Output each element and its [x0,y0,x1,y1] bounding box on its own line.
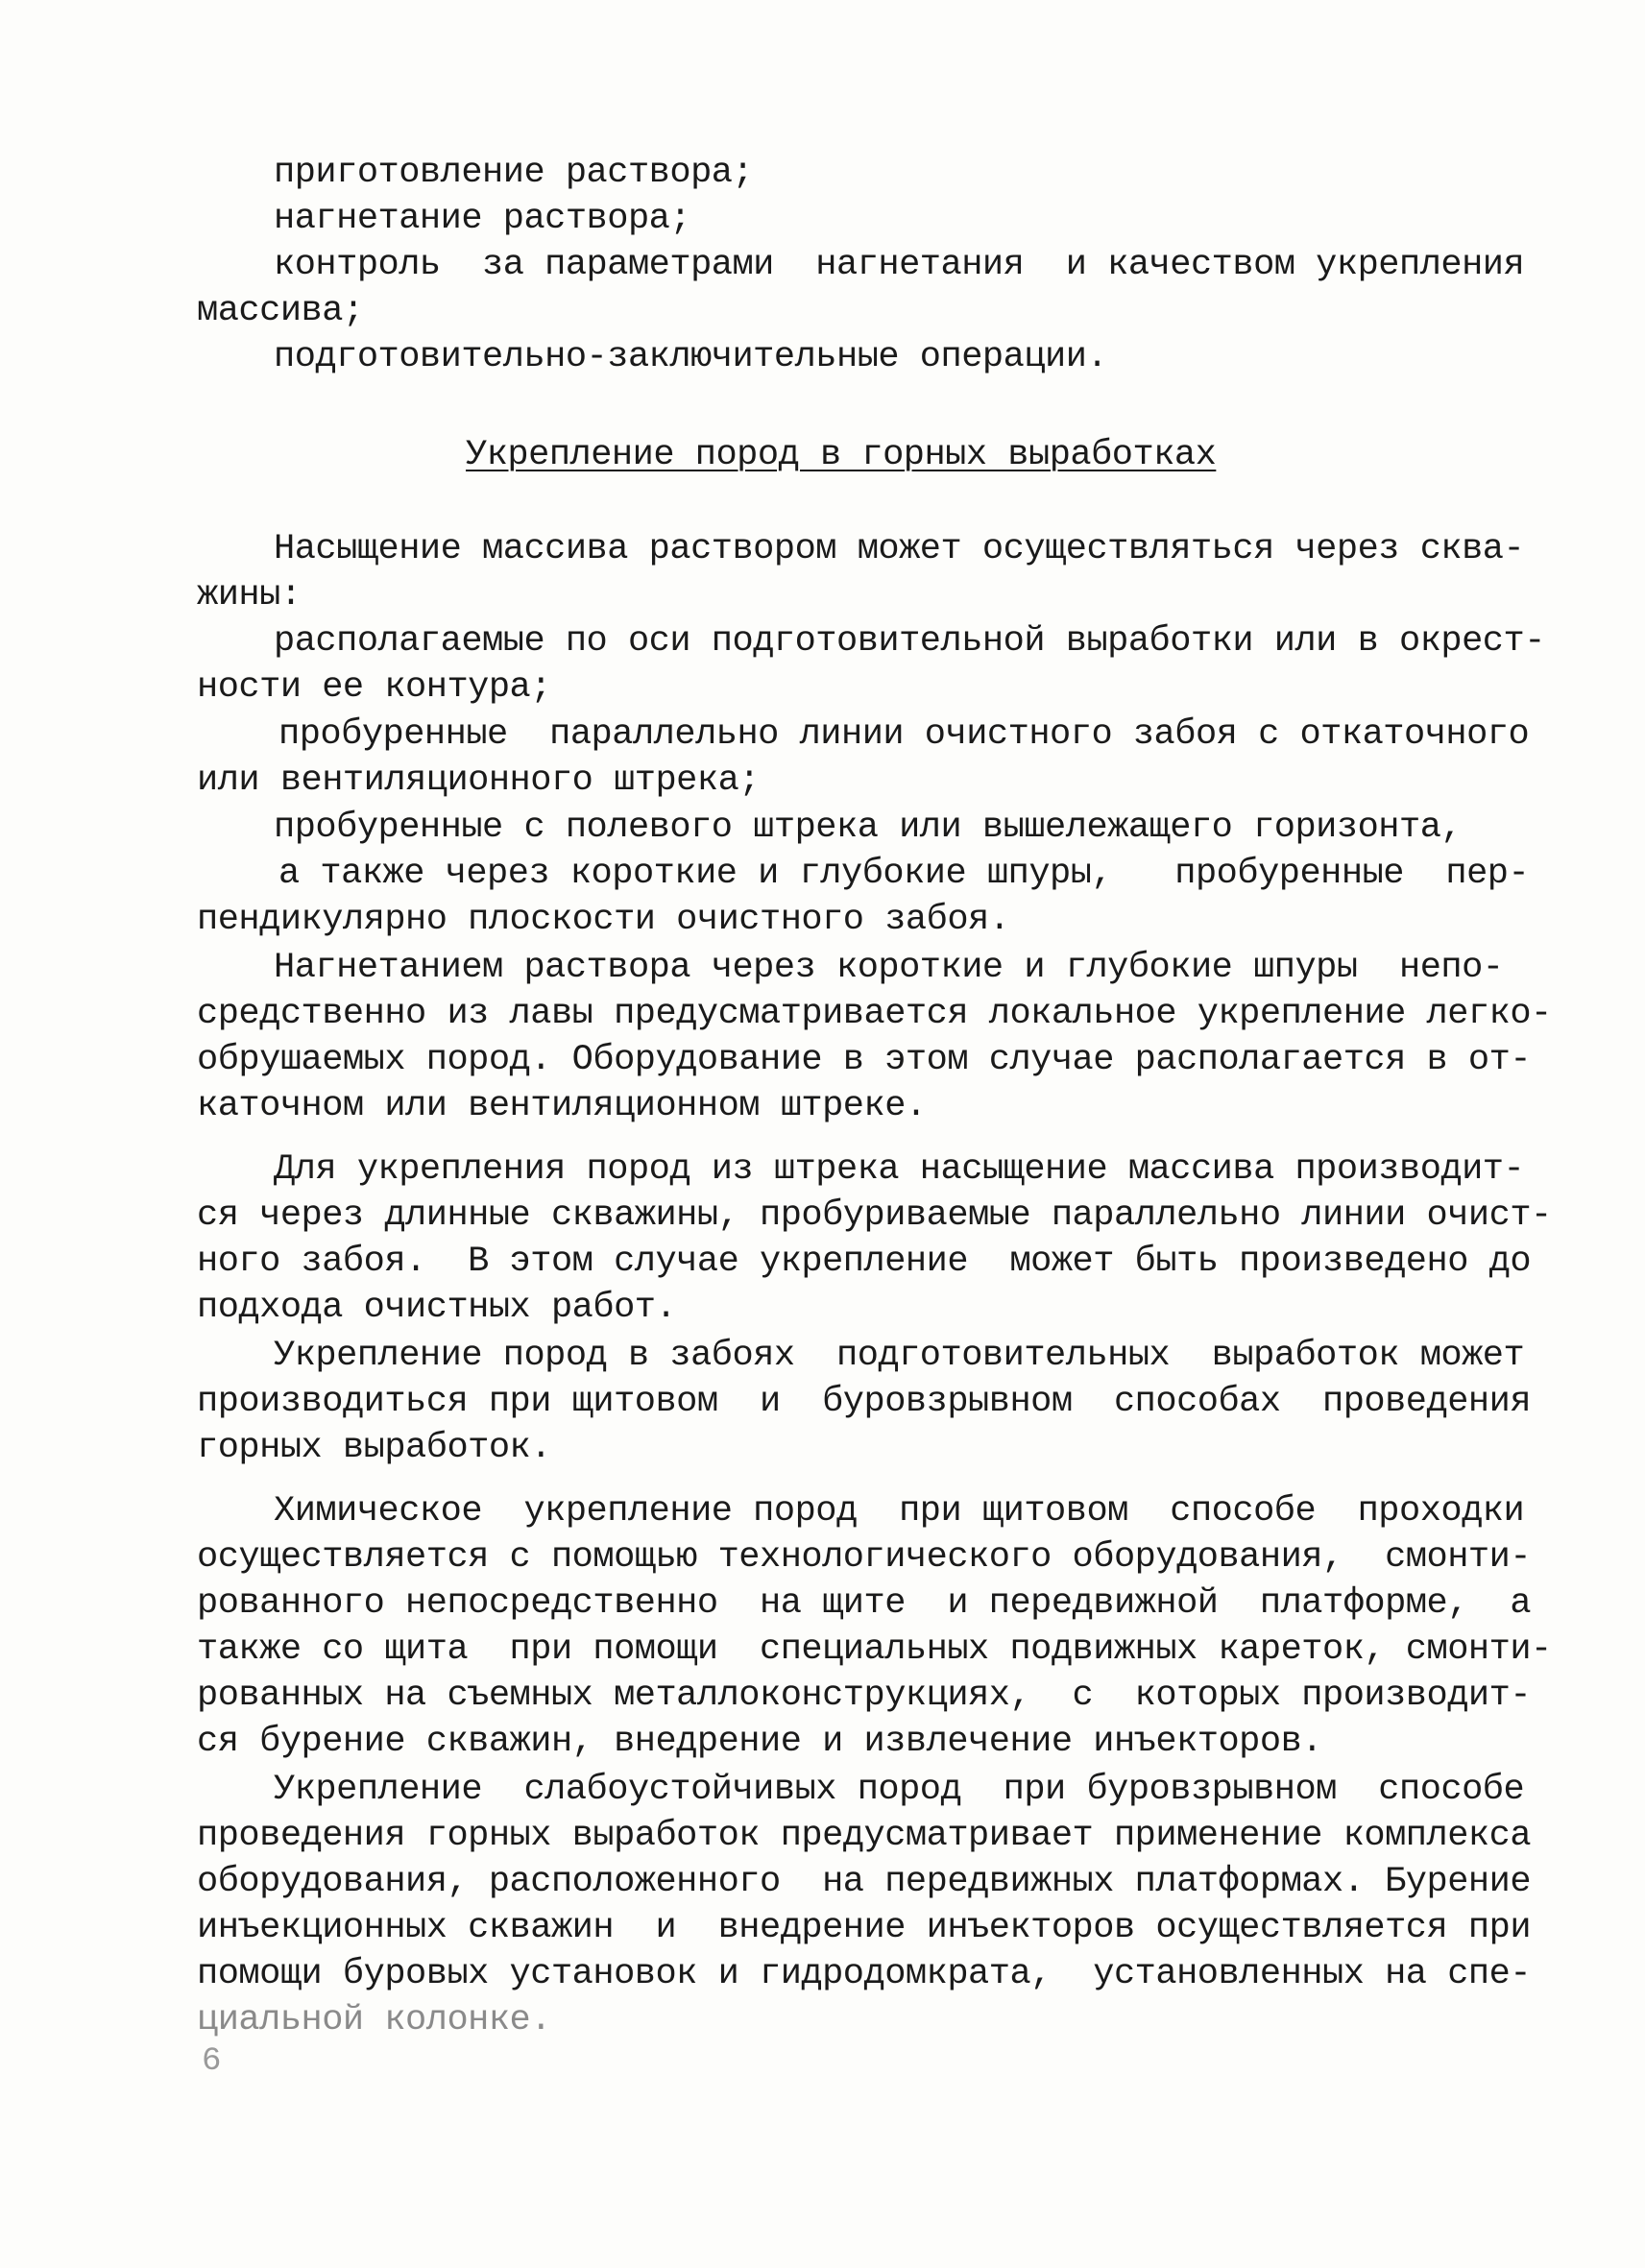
text-line: обрушаемых пород. Оборудование в этом случае располагается в от- [197,1040,1532,1080]
text-line: располагаемые по оси подготовительной выработки или в окрест- [274,621,1545,662]
text-line: рованного непосредственно на щите и передвижной платформе, а [197,1583,1532,1624]
list-item-ops: подготовительно-заключительные операции. [274,337,1108,377]
text-line: Нагнетанием раствора через короткие и глубокие шпуры непо- [274,948,1504,988]
text-line: средственно из лавы предусматривается локальное укрепление легко- [197,994,1552,1034]
text-line: пробуренные параллельно линии очистного забоя с откаточного [278,714,1530,755]
text-line: Для укрепления пород из штрека насыщение массива производит- [274,1149,1525,1190]
text-line: ся через длинные скважины, пробуриваемые параллельно линии очист- [197,1195,1552,1236]
text-line: ного забоя. В этом случае укрепление может быть произведено до [197,1242,1532,1282]
text-line: помощи буровых установок и гидродомкрата, установленных на спе- [197,1954,1532,1994]
text-line: Укрепление слабоустойчивых пород при буровзрывном способе [274,1770,1525,1810]
text-line: Насыщение массива раствором может осуществляться через сква- [274,529,1525,569]
section-title: Укрепление пород в горных выработках [466,435,1217,475]
text-line: проведения горных выработок предусматривает применение комплекса [197,1816,1532,1856]
list-item-prep: приготовление раствора; [274,153,754,193]
text-line: подхода очистных работ. [197,1288,677,1328]
text-line: инъекционных скважин и внедрение инъекторов осуществляется при [197,1908,1532,1948]
text-line: производиться при щитовом и буровзрывном способах проведения [197,1382,1532,1422]
text-line: также со щита при помощи специальных подвижных кареток, смонти- [197,1629,1552,1670]
text-line: циальной колонке. [197,2000,551,2040]
text-line: ся бурение скважин, внедрение и извлечение инъекторов. [197,1722,1322,1762]
text-line: оборудования, расположенного на передвижных платформах. Бурение [197,1862,1532,1902]
text-line: Химическое укрепление пород при щитовом способе проходки [274,1491,1525,1532]
text-line: рованных на съемных металлоконструкциях, с которых производит- [197,1676,1532,1716]
text-line: или вентиляционного штрека; [197,760,760,801]
page-number: 6 [202,2043,222,2080]
text-line: пробуренные с полевого штрека или вышележащего горизонта, [274,808,1463,848]
text-line: жины: [197,575,302,615]
text-line: каточном или вентиляционном штреке. [197,1086,927,1126]
text-line: пендикулярно плоскости очистного забоя. [197,900,1010,940]
text-line: горных выработок. [197,1428,551,1468]
list-item-control: контроль за параметрами нагнетания и качеством укрепления [274,245,1525,285]
list-item-inject: нагнетание раствора; [274,199,691,239]
text-line: осуществляется с помощью технологического оборудования, смонти- [197,1537,1532,1578]
text-line: а также через короткие и глубокие шпуры, пробуренные пер- [278,854,1530,894]
text-line: Укрепление пород в забоях подготовительных выработок может [274,1336,1525,1376]
list-item-control-cont: массива; [197,291,364,331]
text-line: ности ее контура; [197,667,551,708]
